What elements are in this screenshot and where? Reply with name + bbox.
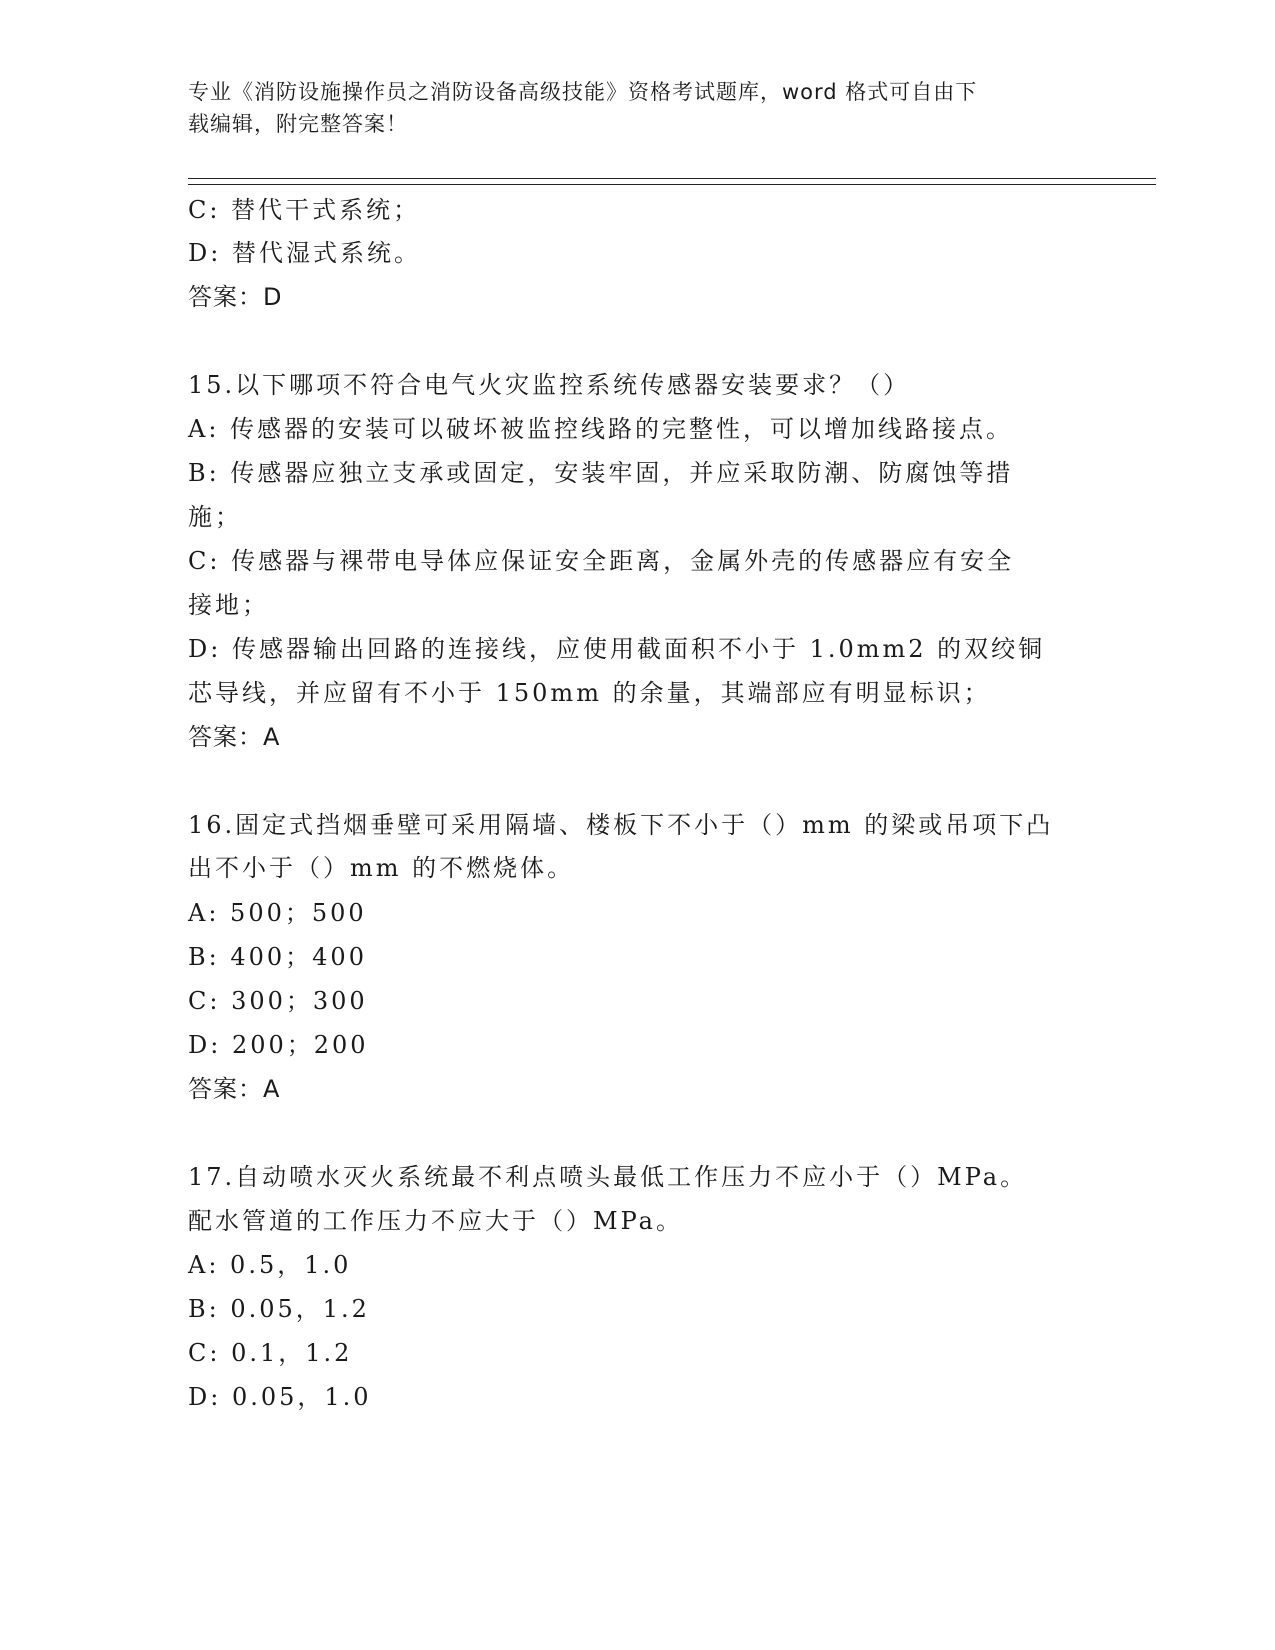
q15-answer: 答案：A (188, 723, 281, 751)
q17-option-c: C: 0.1，1.2 (188, 1339, 353, 1367)
document-header (188, 76, 1088, 140)
header-divider-bottom (188, 184, 1156, 185)
q16-option-b: B: 400；400 (188, 943, 367, 971)
q16-option-d: D: 200；200 (188, 1031, 369, 1059)
header-line-1: 专业《消防设施操作员之消防设备高级技能》资格考试题库，word 格式可自由下 (188, 80, 978, 104)
q15-option-d-line-2: 芯导线，并应留有不小于 150mm 的余量，其端部应有明显标识； (188, 679, 991, 707)
q16-stem-line-2: 出不小于（）mm 的不燃烧体。 (188, 854, 575, 882)
q15-option-c-line-1: C: 传感器与裸带电导体应保证安全距离，金属外壳的传感器应有安全 (188, 547, 1015, 575)
q15-option-d-line-1: D: 传感器输出回路的连接线，应使用截面积不小于 1.0mm2 的双绞铜 (188, 635, 1046, 663)
q15-stem: 15.以下哪项不符合电气火灾监控系统传感器安装要求？（） (188, 371, 911, 399)
q14-option-d: D: 替代湿式系统。 (188, 239, 421, 267)
q17-option-b: B: 0.05，1.2 (188, 1295, 370, 1323)
q17-option-a: A: 0.5，1.0 (188, 1251, 352, 1279)
q16-stem-line-1: 16.固定式挡烟垂壁可采用隔墙、楼板下不小于（）mm 的梁或吊项下凸 (188, 811, 1054, 839)
q17-stem-line-1: 17.自动喷水灭火系统最不利点喷头最低工作压力不应小于（）MPa。 (188, 1163, 1028, 1191)
q15-option-b-line-1: B: 传感器应独立支承或固定，安装牢固，并应采取防潮、防腐蚀等措 (188, 459, 1014, 487)
q15-option-b-line-2: 施； (188, 503, 242, 531)
q17-option-d: D: 0.05，1.0 (188, 1383, 372, 1411)
q15-option-c-line-2: 接地； (188, 591, 269, 619)
q16-answer: 答案：A (188, 1075, 281, 1103)
header-line-2: 载编辑，附完整答案！ (188, 112, 408, 136)
header-divider-top (188, 178, 1156, 179)
q14-answer: 答案：D (188, 283, 283, 311)
q17-stem-line-2: 配水管道的工作压力不应大于（）MPa。 (188, 1207, 683, 1235)
q14-option-c: C: 替代干式系统； (188, 196, 421, 224)
q16-option-a: A: 500；500 (188, 899, 367, 927)
q15-option-a: A: 传感器的安装可以破坏被监控线路的完整性，可以增加线路接点。 (188, 415, 1014, 443)
q16-option-c: C: 300；300 (188, 987, 368, 1015)
